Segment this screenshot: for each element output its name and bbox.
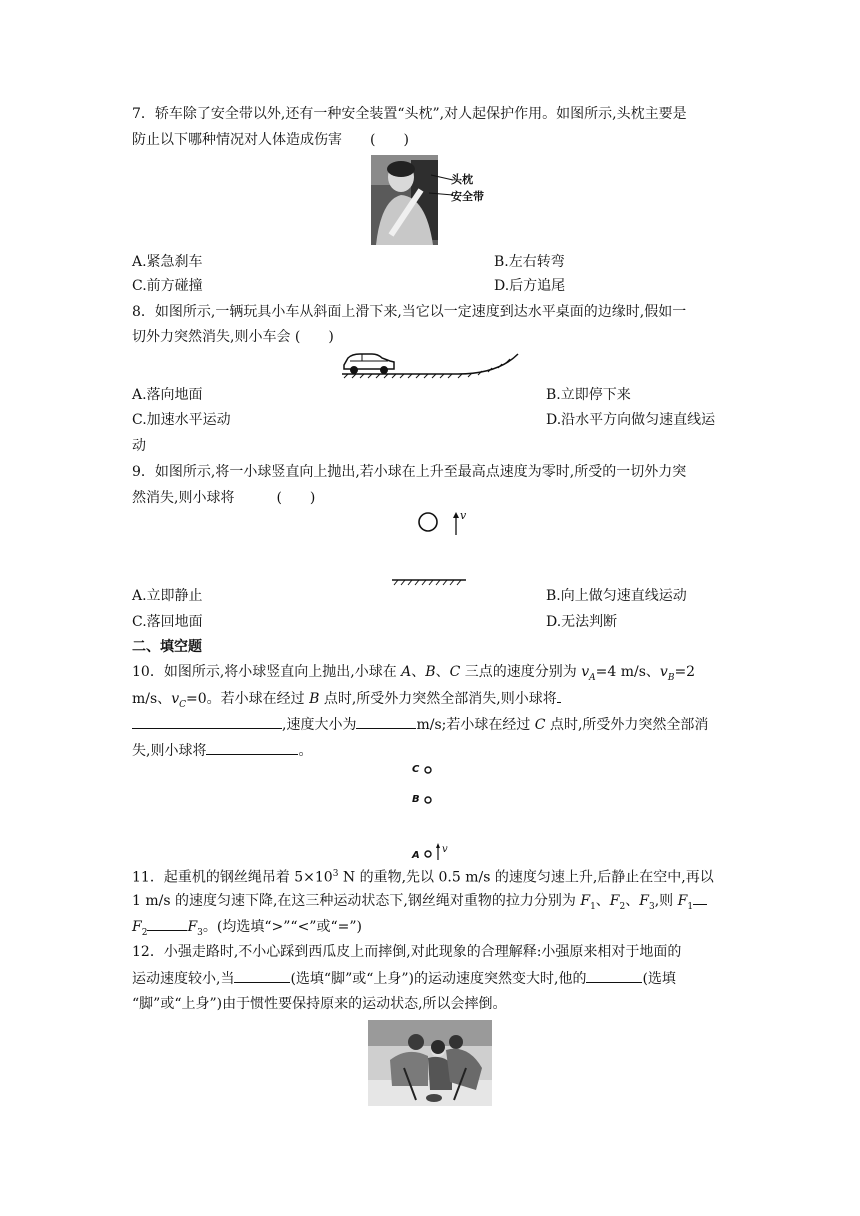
- q9-line1: 9．如图所示,将一小球竖直向上抛出,若小球在上升至最高点速度为零时,所受的一切外力突: [132, 464, 687, 480]
- q11-text: ,则: [654, 893, 678, 909]
- q10-text: ,速度大小为: [282, 717, 357, 733]
- q11-text: 11．起重机的钢丝绳吊着 5×10: [132, 869, 333, 886]
- force-f1: F: [580, 893, 591, 909]
- q9-ground: [392, 574, 466, 582]
- q10-text: 三点的速度分别为: [460, 664, 582, 680]
- q11-text: N 的重物,先以 0.5 m/s 的速度匀速上升,后静止在空中,再以: [338, 869, 714, 886]
- q7-option-b: B.左右转弯: [494, 254, 565, 270]
- answer-blank-motion-b[interactable]: [132, 714, 282, 729]
- velocity-a: v: [581, 664, 590, 680]
- velocity-b: v: [659, 664, 668, 680]
- force-f3: F: [639, 893, 649, 909]
- q8-car-slope-figure: [338, 348, 522, 380]
- q7-line2: 防止以下哪种情况对人体造成伤害 ( ): [132, 132, 409, 148]
- q8-option-b: B.立即停下来: [546, 387, 631, 403]
- q11-text: 1 m/s 的速度匀速下降,在这三种运动状态下,钢丝绳对重物的拉力分别为: [132, 893, 581, 909]
- curling-photo-image: [368, 1020, 492, 1106]
- fig-label-a: A: [412, 850, 420, 861]
- point-c: C: [534, 717, 546, 733]
- q9-option-a: A.立即静止: [132, 588, 203, 604]
- fig-label-c: C: [412, 764, 420, 775]
- ground-hatch: [392, 578, 466, 586]
- answer-blank-motion-c[interactable]: [206, 740, 298, 755]
- q9-line2: 然消失,则小球将 ( ): [132, 490, 316, 506]
- q11-line1: [132, 864, 714, 888]
- point-b: B: [309, 691, 320, 707]
- q8-option-d: D.沿水平方向做匀速直线运: [546, 412, 716, 428]
- force-f2: F: [132, 919, 142, 935]
- answer-blank-f1-f2[interactable]: [693, 890, 707, 905]
- q9-option-c: C.落回地面: [132, 614, 203, 630]
- q10-text: 点时,所受外力突然全部消: [545, 717, 709, 733]
- q10-sep: 、: [411, 664, 426, 680]
- q10-sep: 、: [435, 664, 450, 680]
- q10-line4: [132, 740, 312, 761]
- q7-option-c: C.前方碰撞: [132, 278, 203, 294]
- force-sub: 3: [648, 901, 655, 912]
- q10-line2: [132, 688, 561, 715]
- velocity-c: v: [171, 691, 180, 707]
- q12-curling-photo: [368, 1020, 492, 1106]
- q7-headrest-figure: [371, 155, 488, 245]
- q8-option-a: A.落向地面: [132, 387, 203, 403]
- q7-option-a: A.紧急刹车: [132, 254, 203, 270]
- q10-line3: [132, 714, 708, 735]
- q10-text: 点时,所受外力突然全部消失,则小球将: [319, 691, 557, 707]
- q10-line1: [132, 662, 695, 688]
- q10-text: =0。若小球在经过: [186, 691, 310, 707]
- velocity-label: v: [460, 509, 467, 522]
- q8-option-c: C.加速水平运动: [132, 412, 231, 428]
- velocity-a-sub: A: [589, 672, 596, 683]
- q12-line1: 12．小强走路时,不小心踩到西瓜皮上而摔倒,对此现象的合理解释:小强原来相对于地面的: [132, 944, 682, 960]
- force-sub: 1: [687, 901, 694, 912]
- fig-label-b: B: [412, 794, 420, 805]
- q11-sep: 、: [625, 893, 640, 909]
- force-sub: 2: [619, 901, 626, 912]
- answer-blank-part-1[interactable]: [234, 968, 290, 983]
- ball-a-arrow-icon: [424, 842, 454, 862]
- q10-text: m/s、: [132, 691, 172, 707]
- ball-arrow-diagram: [416, 509, 476, 539]
- velocity-b-value: =2: [674, 664, 696, 680]
- force-sub: 2: [141, 927, 148, 938]
- q12-text: (选填: [642, 971, 676, 987]
- headrest-label: 头枕: [451, 173, 473, 186]
- force-f3: F: [187, 919, 198, 935]
- q11-line2: [132, 890, 707, 917]
- force-f1: F: [677, 893, 688, 909]
- q10-points-figure: [410, 762, 460, 864]
- fig-label-v: v: [442, 844, 448, 855]
- q8-line1: 8．如图所示,一辆玩具小车从斜面上滑下来,当它以一定速度到达水平桌面的边缘时,假如一: [132, 304, 687, 320]
- q11-text: 。(均选填“>”“<”或“=”): [202, 919, 362, 935]
- q11-exponent: 3: [332, 869, 339, 879]
- q11-sep: 、: [595, 893, 610, 909]
- q10-text: 。: [298, 743, 313, 759]
- q9-ball-figure: [416, 509, 476, 539]
- q7-option-d: D.后方追尾: [494, 278, 566, 294]
- answer-blank-f2-f3[interactable]: [147, 916, 187, 931]
- velocity-c-sub: C: [179, 699, 186, 710]
- point-a: A: [401, 664, 412, 680]
- velocity-b-sub: B: [667, 672, 675, 683]
- q8-option-d-continued: 动: [132, 438, 146, 454]
- q9-option-b: B.向上做匀速直线运动: [546, 588, 687, 604]
- answer-blank-speed[interactable]: [356, 714, 416, 729]
- q10-text: 失,则小球将: [132, 743, 207, 759]
- q10-text: m/s;若小球在经过: [416, 717, 535, 733]
- toy-car-diagram: [338, 348, 522, 380]
- point-b: B: [425, 664, 436, 680]
- ball-c-icon: [424, 766, 432, 774]
- q7-line1: 7．轿车除了安全带以外,还有一种安全装置“头枕”,对人起保护作用。如图所示,头枕主要是: [132, 106, 687, 122]
- q12-line2: [132, 968, 676, 989]
- q10-text: 10．如图所示,将小球竖直向上抛出,小球在: [132, 664, 402, 680]
- answer-blank-part-2[interactable]: [586, 968, 642, 983]
- q12-line3: “脚”或“上身”)由于惯性要保持原来的运动状态,所以会摔倒。: [132, 996, 507, 1012]
- force-sub: 1: [590, 901, 596, 912]
- point-c: C: [449, 664, 461, 680]
- q12-text: (选填“脚”或“上身”)的运动速度突然变大时,他的: [290, 971, 587, 987]
- q12-text: 运动速度较小,当: [132, 971, 235, 987]
- force-sub: 3: [197, 927, 203, 938]
- q11-line3: [132, 916, 362, 943]
- answer-blank-start[interactable]: [557, 688, 561, 703]
- seatbelt-label: 安全带: [451, 190, 484, 203]
- section-fill-in-title: 二、填空题: [132, 639, 202, 655]
- q9-option-d: D.无法判断: [546, 614, 618, 630]
- velocity-a-value: =4 m/s、: [595, 664, 660, 680]
- force-f2: F: [609, 893, 620, 909]
- q8-line2: 切外力突然消失,则小车会 ( ): [132, 329, 334, 345]
- ball-b-icon: [424, 796, 432, 804]
